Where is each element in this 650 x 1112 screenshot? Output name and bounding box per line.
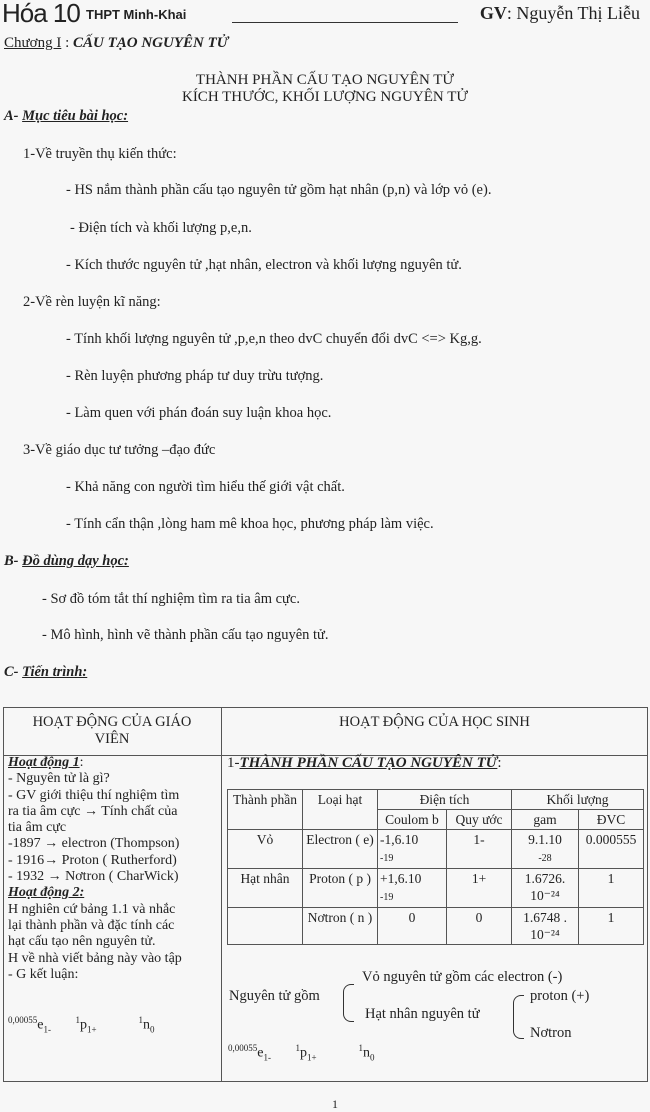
list-item: - Khả năng con người tìm hiểu thế giới vật chất. [66, 479, 345, 495]
section-c-heading: C- Tiến trình: [4, 664, 88, 680]
teacher: GV: Nguyễn Thị Liễu [479, 3, 640, 23]
table-row: Vỏ Electron ( e) -1,6.10 -19 1- 9.1.10 -28 0.000555 [228, 830, 644, 869]
subject-logo: Hóa 10 [2, 0, 80, 28]
list-item: - Mô hình, hình vẽ thành phần cấu tạo nguyên tử. [42, 627, 329, 643]
student-heading: 1-THÀNH PHẦN CẤU TẠO NGUYÊN TỬ: [227, 755, 502, 771]
page-number: 1 [332, 1097, 338, 1111]
section-a-heading: A- Mục tiêu bài học: [4, 108, 129, 124]
list-item: - Rèn luyện phương pháp tư duy trừu tượng. [66, 368, 324, 384]
list-item: - Tính khối lượng nguyên tử ,p,e,n theo dvC chuyển đổi dvC <=> Kg,g. [66, 331, 482, 347]
list-item: - Kích thước nguyên tử ,hạt nhân, electron và khối lượng nguyên tử. [66, 257, 462, 273]
group-heading: 1-Về truyền thụ kiến thức: [23, 146, 177, 162]
group-heading: 2-Về rèn luyện kĩ năng: [23, 294, 161, 310]
section-b-heading: B- Đồ dùng dạy học: [4, 553, 129, 569]
particle-notation-teacher: $^{0,00055}e_{1-}$ $^1p_{1+}$ $^1n_0$ [8, 1015, 155, 1035]
list-item: - Điện tích và khối lượng p,e,n. [70, 220, 252, 236]
teacher-activities: Hoạt động 1: - Nguyên tử là gì? - GV giới thiệu thí nghiệm tìm ra tia âm cực → Tính chất của tia âm cực -1897 → electron (Thompson) - 1916→ Proton ( Rutherford) - 1932 → Nơtron ( CharWick) Hoạt động 2: H nghiên cứ bảng 1.1 và nhắc lại thành phần và đặc tính các hạt cấu tạo nên nguyên tử. H về nhà viết bảng này vào tập - G kết luận: [8, 755, 182, 982]
group-heading: 3-Về giáo dục tư tưởng –đạo đức [23, 442, 216, 458]
list-item: - Sơ đồ tóm tắt thí nghiệm tìm ra tia âm cực. [42, 591, 300, 607]
school-name: THPT Minh-Khai [86, 7, 187, 22]
list-item: - HS nắm thành phần cấu tạo nguyên tử gồm hạt nhân (p,n) và lớp vỏ (e). [66, 182, 492, 198]
header-rule [232, 22, 458, 23]
list-item: - Làm quen với phán đoán suy luận khoa học. [66, 405, 332, 421]
list-item: - Tính cẩn thận ,lòng ham mê khoa học, phương pháp làm việc. [66, 516, 434, 532]
nucleus-label: Hạt nhân nguyên tử [365, 1006, 480, 1022]
title-line-1: THÀNH PHẦN CẤU TẠO NGUYÊN TỬ [195, 72, 455, 88]
particle-table: Thành phần Loại hạt Điện tích Khối lượng Coulom b Quy ước gam ĐVC Vỏ Electron ( e) -1,6.10 -19 1- 9.1.10 -28 0.000555 Hạt nhân Proton ( p ) +1,6.10 -19 1+ 1.6726. 10⁻²⁴ 1 Nơtron ( n ) 0 0 1.6748 . 10⁻²⁴ 1 [227, 789, 644, 945]
shell-label: Vỏ nguyên tử gồm các electron (-) [362, 969, 563, 985]
table-row: Hạt nhân Proton ( p ) +1,6.10 -19 1+ 1.6726. 10⁻²⁴ 1 [228, 869, 644, 908]
atom-label: Nguyên tử gồm [229, 988, 320, 1004]
title-line-2: KÍCH THƯỚC, KHỐI LƯỢNG NGUYÊN TỬ [181, 89, 468, 105]
particle-notation-student: $^{0,00055}e_{1-}$ $^1p_{1+}$ $^1n_0$ [228, 1043, 375, 1063]
brace-icon [343, 984, 354, 1022]
col-student-header: HOẠT ĐỘNG CỦA HỌC SINH [339, 714, 530, 730]
table-row: Nơtron ( n ) 0 0 1.6748 . 10⁻²⁴ 1 [228, 908, 644, 945]
col-teacher-header: HOẠT ĐỘNG CỦA GIÁO VIÊN [32, 714, 192, 747]
neutron-label: Nơtron [530, 1025, 572, 1041]
brace-icon [513, 995, 524, 1039]
chapter: Chương I : CẤU TẠO NGUYÊN TỬ [4, 35, 229, 51]
proton-label: proton (+) [530, 988, 590, 1004]
